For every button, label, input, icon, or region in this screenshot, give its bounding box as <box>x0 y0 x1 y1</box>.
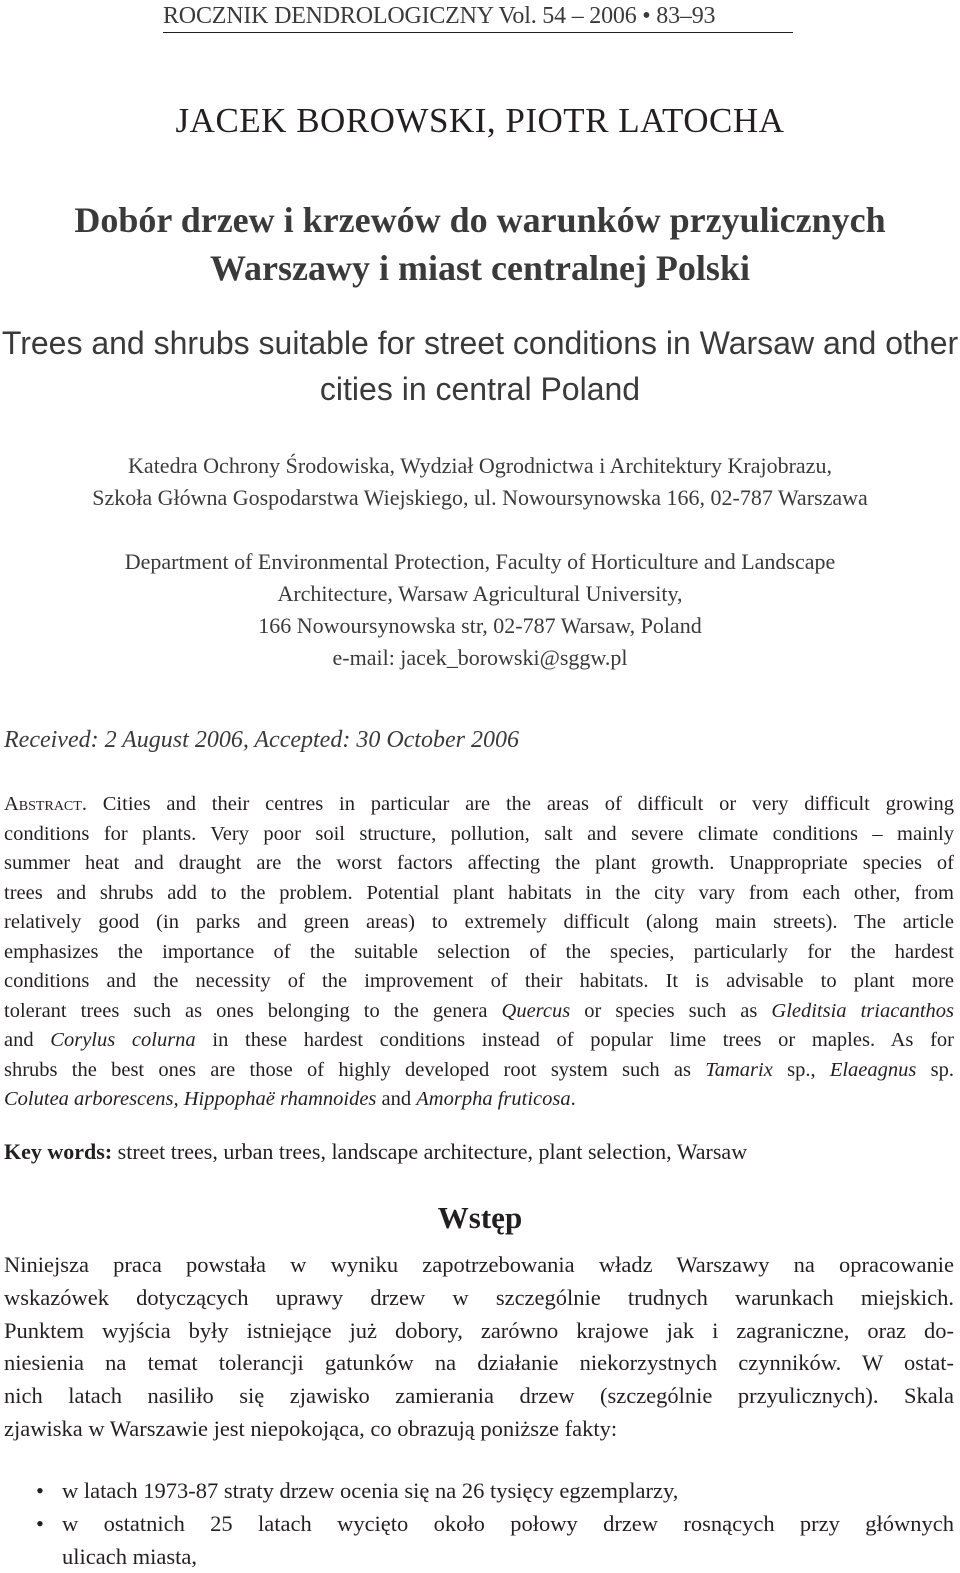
journal-header: ROCZNIK DENDROLOGICZNY Vol. 54 – 2006 • 83–93 <box>163 2 793 33</box>
keywords <box>4 1137 747 1167</box>
bullet-item <box>4 1474 954 1507</box>
intro-paragraph <box>4 1249 954 1446</box>
abstract-line <box>4 1026 954 1056</box>
abstract-text: sp. <box>916 1058 955 1081</box>
title-polish <box>0 196 960 292</box>
abstract-line: conditions for plants. Very poor soil structure, pollution, salt and severe climate conditions – mainly <box>4 822 954 845</box>
abstract <box>4 790 954 1115</box>
affiliation-polish-line-1: Katedra Ochrony Środowiska, Wydział Ogrodnictwa i Architektury Krajobrazu, <box>128 453 832 478</box>
abstract-line: relatively good (in parks and green areas) to extremely difficult (along main streets). The article <box>4 911 954 933</box>
paragraph-line: nich latach nasiliło się zjawisko zamierania drzew (szczególnie przyulicznych). Skala <box>4 1383 954 1409</box>
abstract-text: and <box>4 1029 51 1051</box>
affiliation-polish-line-2: Szkoła Główna Gospodarstwa Wiejskiego, ul. Nowoursynowska 166, 02-787 Warszawa <box>92 485 868 510</box>
abstract-line <box>4 1056 954 1086</box>
paragraph-line: Niniejsza praca powstała w wyniku zapotrzebowania władz Warszawy na opracowanie <box>4 1252 954 1277</box>
bullet-list <box>4 1474 954 1573</box>
bullet-marker: • <box>36 1478 44 1503</box>
title-english-line-1: Trees and shrubs suitable for street conditions in Warsaw and other <box>1 325 959 361</box>
paragraph-line: Punktem wyjścia były istniejące już dobory, zarówno krajowe jak i zagraniczne, oraz do- <box>4 1317 954 1343</box>
abstract-line <box>4 790 954 820</box>
species-name: Colutea arborescens, Hippophaë rhamnoides <box>4 1088 377 1110</box>
bullet-marker: • <box>36 1511 44 1536</box>
abstract-line: trees and shrubs add to the problem. Potential plant habitats in the city vary from each other, from <box>4 881 954 904</box>
abstract-label: Abstract. <box>4 793 87 815</box>
email-link[interactable]: e-mail: jacek_borowski@sggw.pl <box>332 645 628 670</box>
keywords-label: Key words: <box>4 1139 113 1164</box>
abstract-line: emphasizes the importance of the suitable selection of the species, particularly for the hardest <box>4 940 954 963</box>
species-name: Quercus <box>501 999 571 1022</box>
abstract-line <box>4 1085 954 1115</box>
authors: JACEK BOROWSKI, PIOTR LATOCHA <box>175 101 785 140</box>
received-accepted-dates: Received: 2 August 2006, Accepted: 30 October 2006 <box>4 727 519 753</box>
keywords-text: street trees, urban trees, landscape architecture, plant selection, Warsaw <box>112 1139 748 1164</box>
abstract-text: in these hardest conditions instead of popular lime trees or maples. As for <box>195 1029 954 1051</box>
species-name: Amorpha fruticosa <box>416 1088 571 1110</box>
species-name: Corylus colurna <box>50 1029 196 1051</box>
affiliation-english-line-2: Architecture, Warsaw Agricultural University, <box>277 581 683 606</box>
section-heading: Wstęp <box>437 1200 523 1235</box>
bullet-text: w latach 1973-87 straty drzew ocenia się na 26 tysięcy egzemplarzy, <box>62 1478 679 1503</box>
affiliation-english <box>0 546 960 674</box>
title-polish-line-1: Dobór drzew i krzewów do warunków przyulicznych <box>74 200 886 240</box>
title-polish-line-2: Warszawy i miast centralnej Polski <box>210 248 750 288</box>
abstract-text: or species such as <box>570 999 772 1022</box>
abstract-text: shrubs the best ones are those of highly developed root system such as <box>4 1058 706 1081</box>
bullet-item <box>4 1507 954 1573</box>
abstract-text: Cities and their centres in particular are the areas of difficult or very difficult growing <box>86 793 954 815</box>
species-name: Elaeagnus <box>829 1058 917 1081</box>
bullet-text: ulicach miasta, <box>62 1544 197 1569</box>
bullet-text: w ostatnich 25 latach wycięto około połowy drzew rosnących przy głównych <box>62 1511 954 1536</box>
title-english-line-2: cities in central Poland <box>319 371 641 407</box>
species-name: Gleditsia triacanthos <box>771 999 954 1022</box>
species-name: Tamarix <box>705 1058 773 1081</box>
affiliation-english-line-3: 166 Nowoursynowska str, 02-787 Warsaw, Poland <box>258 613 702 638</box>
abstract-text: sp., <box>772 1058 830 1081</box>
abstract-line <box>4 997 954 1027</box>
abstract-line: summer heat and draught are the worst factors affecting the plant growth. Unappropriate species of <box>4 852 954 874</box>
affiliation-english-line-1: Department of Environmental Protection, Faculty of Horticulture and Landscape <box>124 549 836 574</box>
paragraph-line: niesienia na temat tolerancji gatunków na działanie niekorzystnych czynników. W ostat- <box>4 1350 954 1376</box>
affiliation-polish <box>0 450 960 514</box>
abstract-text: . <box>570 1088 576 1110</box>
paragraph-line: wskazówek dotyczących uprawy drzew w szczególnie trudnych warunkach miejskich. <box>4 1284 954 1310</box>
abstract-text: tolerant trees such as ones belonging to the genera <box>4 999 502 1022</box>
abstract-line: conditions and the necessity of the improvement of their habitats. It is advisable to plant more <box>4 970 954 992</box>
title-english <box>0 320 960 412</box>
paragraph-line: zjawiska w Warszawie jest niepokojąca, co obrazują poniższe fakty: <box>4 1415 618 1441</box>
abstract-text: and <box>376 1088 417 1110</box>
